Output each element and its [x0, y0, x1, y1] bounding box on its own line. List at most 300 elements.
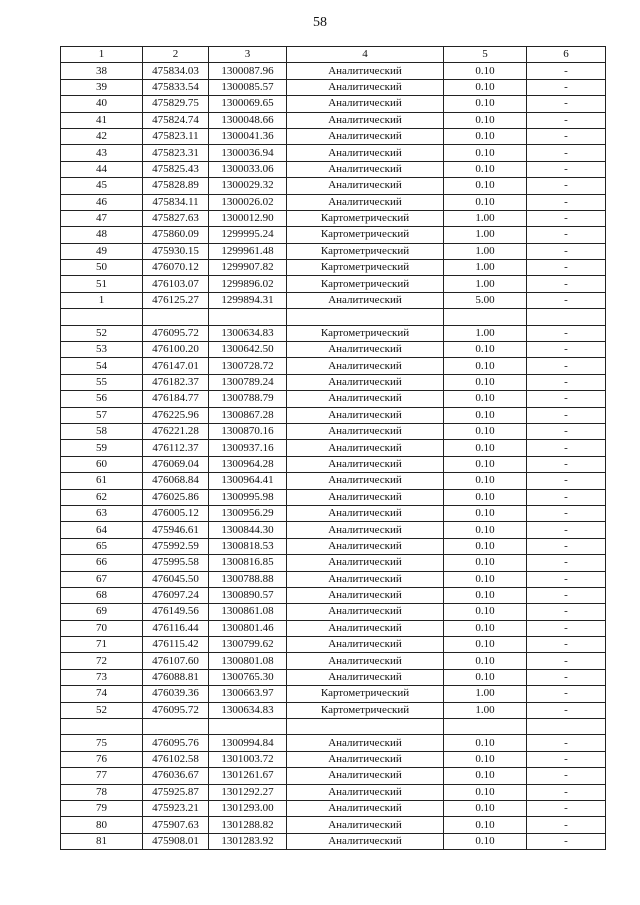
table-cell: 1.00: [444, 686, 527, 702]
table-cell: 475827.63: [143, 210, 209, 226]
table-row: [61, 325, 606, 341]
table-cell: -: [527, 735, 606, 751]
table-cell: 0.10: [444, 342, 527, 358]
table-cell: 475992.59: [143, 538, 209, 554]
table-cell: 38: [61, 63, 143, 79]
table-cell: [209, 309, 287, 325]
table-cell: 0.10: [444, 489, 527, 505]
coordinates-table: [60, 46, 606, 850]
table-cell: -: [527, 555, 606, 571]
table-row: [61, 768, 606, 784]
table-row: [61, 161, 606, 177]
table-cell: 61: [61, 473, 143, 489]
table-cell: 1.00: [444, 276, 527, 292]
table-cell: 50: [61, 260, 143, 276]
table-row: [61, 63, 606, 79]
table-cell: 476103.07: [143, 276, 209, 292]
table-cell: 5.00: [444, 292, 527, 308]
table-cell: Аналитический: [287, 587, 444, 603]
table-cell: 0.10: [444, 833, 527, 849]
table-cell: 75: [61, 735, 143, 751]
table-cell: 0.10: [444, 505, 527, 521]
table-cell: 1300788.88: [209, 571, 287, 587]
table-cell: 56: [61, 391, 143, 407]
table-cell: [527, 309, 606, 325]
table-cell: 1300788.79: [209, 391, 287, 407]
table-cell: 65: [61, 538, 143, 554]
table-cell: 0.10: [444, 112, 527, 128]
table-cell: Аналитический: [287, 391, 444, 407]
table-row: [61, 538, 606, 554]
table-cell: 0.10: [444, 800, 527, 816]
table-cell: 1300033.06: [209, 161, 287, 177]
table-cell: 73: [61, 669, 143, 685]
table-cell: 0.10: [444, 751, 527, 767]
table-cell: Аналитический: [287, 653, 444, 669]
table-cell: 475860.09: [143, 227, 209, 243]
table-cell: 1301261.67: [209, 768, 287, 784]
table-cell: 1299961.48: [209, 243, 287, 259]
table-cell: 476005.12: [143, 505, 209, 521]
table-cell: -: [527, 456, 606, 472]
table-cell: 475930.15: [143, 243, 209, 259]
table-cell: -: [527, 800, 606, 816]
table-cell: 1300029.32: [209, 178, 287, 194]
table-cell: 1299896.02: [209, 276, 287, 292]
table-cell: 1.00: [444, 325, 527, 341]
table-cell: 66: [61, 555, 143, 571]
table-cell: 476039.36: [143, 686, 209, 702]
table-cell: -: [527, 178, 606, 194]
table-cell: -: [527, 817, 606, 833]
table-row: [61, 79, 606, 95]
table-cell: Аналитический: [287, 473, 444, 489]
table-cell: 0.10: [444, 735, 527, 751]
table-cell: 1300012.90: [209, 210, 287, 226]
table-cell: -: [527, 604, 606, 620]
table-row: [61, 292, 606, 308]
table-cell: 72: [61, 653, 143, 669]
table-cell: -: [527, 194, 606, 210]
table-cell: 1300995.98: [209, 489, 287, 505]
table-cell: 0.10: [444, 79, 527, 95]
table-row: [61, 407, 606, 423]
table-cell: -: [527, 669, 606, 685]
table-cell: -: [527, 276, 606, 292]
table-row: [61, 702, 606, 718]
table-row: [61, 620, 606, 636]
table-cell: 0.10: [444, 555, 527, 571]
table-cell: Аналитический: [287, 342, 444, 358]
table-cell: 476095.72: [143, 325, 209, 341]
table-row: [61, 817, 606, 833]
table-cell: 0.10: [444, 96, 527, 112]
table-cell: 0.10: [444, 768, 527, 784]
table-cell: -: [527, 161, 606, 177]
table-cell: 1300765.30: [209, 669, 287, 685]
table-cell: Картометрический: [287, 243, 444, 259]
table-cell: 475907.63: [143, 817, 209, 833]
table-cell: 1301283.92: [209, 833, 287, 849]
table-cell: -: [527, 768, 606, 784]
table-cell: 1301292.27: [209, 784, 287, 800]
table-row: [61, 260, 606, 276]
table-cell: [287, 309, 444, 325]
table-cell: Аналитический: [287, 374, 444, 390]
table-cell: 57: [61, 407, 143, 423]
table-cell: -: [527, 227, 606, 243]
table-body: [61, 47, 606, 850]
table-cell: Аналитический: [287, 358, 444, 374]
table-row: [61, 784, 606, 800]
table-cell: 1300069.65: [209, 96, 287, 112]
table-cell: 476070.12: [143, 260, 209, 276]
table-cell: -: [527, 440, 606, 456]
column-header: 6: [527, 47, 606, 63]
table-cell: 0.10: [444, 145, 527, 161]
table-cell: 0.10: [444, 538, 527, 554]
table-cell: -: [527, 243, 606, 259]
table-cell: -: [527, 374, 606, 390]
table-cell: 476102.58: [143, 751, 209, 767]
table-cell: -: [527, 473, 606, 489]
table-cell: Аналитический: [287, 178, 444, 194]
table-cell: 475833.54: [143, 79, 209, 95]
table-cell: -: [527, 391, 606, 407]
table-cell: Аналитический: [287, 63, 444, 79]
table-cell: 0.10: [444, 653, 527, 669]
table-cell: Картометрический: [287, 227, 444, 243]
table-cell: -: [527, 571, 606, 587]
table-cell: 1299995.24: [209, 227, 287, 243]
table-cell: Аналитический: [287, 669, 444, 685]
table-cell: 475925.87: [143, 784, 209, 800]
table-cell: 1.00: [444, 227, 527, 243]
table-cell: [143, 309, 209, 325]
table-cell: 51: [61, 276, 143, 292]
table-row: [61, 374, 606, 390]
table-cell: 1300663.97: [209, 686, 287, 702]
table-cell: Аналитический: [287, 128, 444, 144]
table-cell: -: [527, 292, 606, 308]
table-cell: -: [527, 489, 606, 505]
table-cell: 1: [61, 292, 143, 308]
table-row: [61, 473, 606, 489]
table-cell: 44: [61, 161, 143, 177]
table-row: [61, 555, 606, 571]
table-cell: 1300789.24: [209, 374, 287, 390]
table-cell: Картометрический: [287, 210, 444, 226]
table-cell: Аналитический: [287, 407, 444, 423]
table-cell: Аналитический: [287, 112, 444, 128]
table-cell: -: [527, 128, 606, 144]
table-cell: Картометрический: [287, 260, 444, 276]
table-cell: 1300642.50: [209, 342, 287, 358]
table-cell: -: [527, 637, 606, 653]
table-row: [61, 309, 606, 325]
table-cell: Аналитический: [287, 784, 444, 800]
table-row: [61, 227, 606, 243]
table-cell: [209, 719, 287, 735]
table-cell: 63: [61, 505, 143, 521]
table-cell: 1300634.83: [209, 325, 287, 341]
table-cell: 476221.28: [143, 423, 209, 439]
table-row: [61, 178, 606, 194]
table-cell: 475824.74: [143, 112, 209, 128]
table-cell: -: [527, 423, 606, 439]
table-cell: -: [527, 210, 606, 226]
table-cell: 476182.37: [143, 374, 209, 390]
page-number: 58: [313, 15, 327, 30]
table-cell: -: [527, 587, 606, 603]
table-row: [61, 210, 606, 226]
table-row: [61, 751, 606, 767]
table-cell: 1300036.94: [209, 145, 287, 161]
table-cell: 476100.20: [143, 342, 209, 358]
table-cell: 1300816.85: [209, 555, 287, 571]
table-cell: 1300964.28: [209, 456, 287, 472]
table-cell: [444, 719, 527, 735]
table-cell: -: [527, 407, 606, 423]
table-cell: 1300994.84: [209, 735, 287, 751]
table-cell: 45: [61, 178, 143, 194]
table-row: [61, 489, 606, 505]
table-cell: Аналитический: [287, 571, 444, 587]
table-cell: 62: [61, 489, 143, 505]
table-cell: 1300085.57: [209, 79, 287, 95]
table-cell: 69: [61, 604, 143, 620]
table-cell: 1300728.72: [209, 358, 287, 374]
table-cell: 476225.96: [143, 407, 209, 423]
table-cell: 1301293.00: [209, 800, 287, 816]
table-cell: 1300937.16: [209, 440, 287, 456]
table-row: [61, 128, 606, 144]
table-row: [61, 243, 606, 259]
table-cell: 0.10: [444, 374, 527, 390]
table-cell: 1300041.36: [209, 128, 287, 144]
table-cell: 0.10: [444, 423, 527, 439]
table-cell: 47: [61, 210, 143, 226]
table-cell: 48: [61, 227, 143, 243]
table-cell: 1300801.08: [209, 653, 287, 669]
table-cell: Аналитический: [287, 522, 444, 538]
table-row: [61, 358, 606, 374]
table-cell: 476036.67: [143, 768, 209, 784]
table-cell: Аналитический: [287, 620, 444, 636]
table-row: [61, 145, 606, 161]
table-cell: 49: [61, 243, 143, 259]
table-row: [61, 342, 606, 358]
table-row: [61, 456, 606, 472]
table-row: [61, 669, 606, 685]
table-cell: -: [527, 96, 606, 112]
table-cell: 1.00: [444, 243, 527, 259]
table-cell: 1300087.96: [209, 63, 287, 79]
table-cell: 476095.72: [143, 702, 209, 718]
table-cell: [527, 719, 606, 735]
table-cell: Аналитический: [287, 292, 444, 308]
table-row: [61, 391, 606, 407]
table-cell: Аналитический: [287, 145, 444, 161]
table-cell: 0.10: [444, 784, 527, 800]
table-cell: Аналитический: [287, 637, 444, 653]
table-cell: 475834.03: [143, 63, 209, 79]
table-cell: Аналитический: [287, 194, 444, 210]
table-cell: 41: [61, 112, 143, 128]
table-cell: Аналитический: [287, 817, 444, 833]
table-row: [61, 112, 606, 128]
table-cell: 74: [61, 686, 143, 702]
table-cell: -: [527, 833, 606, 849]
table-cell: 43: [61, 145, 143, 161]
table-cell: 0.10: [444, 63, 527, 79]
table-row: [61, 423, 606, 439]
table-cell: Аналитический: [287, 833, 444, 849]
table-cell: 0.10: [444, 637, 527, 653]
column-header: 4: [287, 47, 444, 63]
table-cell: 475829.75: [143, 96, 209, 112]
table-cell: -: [527, 751, 606, 767]
table-cell: -: [527, 522, 606, 538]
table-cell: 476045.50: [143, 571, 209, 587]
table-cell: 476116.44: [143, 620, 209, 636]
table-cell: 40: [61, 96, 143, 112]
table-cell: 53: [61, 342, 143, 358]
table-cell: 0.10: [444, 817, 527, 833]
table-row: [61, 686, 606, 702]
table-cell: 1300818.53: [209, 538, 287, 554]
table-cell: 1.00: [444, 260, 527, 276]
table-cell: -: [527, 620, 606, 636]
table-cell: 476125.27: [143, 292, 209, 308]
table-cell: -: [527, 358, 606, 374]
table-cell: 0.10: [444, 161, 527, 177]
table-row: [61, 505, 606, 521]
table-cell: [444, 309, 527, 325]
table-cell: 476097.24: [143, 587, 209, 603]
table-cell: Картометрический: [287, 702, 444, 718]
table-cell: [61, 309, 143, 325]
table-cell: 79: [61, 800, 143, 816]
table-cell: Аналитический: [287, 538, 444, 554]
table-cell: 1300956.29: [209, 505, 287, 521]
table-row: [61, 653, 606, 669]
column-header: 2: [143, 47, 209, 63]
table-cell: 59: [61, 440, 143, 456]
table-cell: 64: [61, 522, 143, 538]
table-cell: 52: [61, 325, 143, 341]
table-cell: 68: [61, 587, 143, 603]
table-cell: 0.10: [444, 440, 527, 456]
table-cell: Аналитический: [287, 555, 444, 571]
table-cell: -: [527, 260, 606, 276]
table-cell: -: [527, 505, 606, 521]
table-cell: 475828.89: [143, 178, 209, 194]
table-cell: 1.00: [444, 210, 527, 226]
table-cell: -: [527, 702, 606, 718]
table-cell: -: [527, 686, 606, 702]
table-cell: Аналитический: [287, 161, 444, 177]
table-cell: [287, 719, 444, 735]
table-cell: Картометрический: [287, 686, 444, 702]
table-cell: 1300870.16: [209, 423, 287, 439]
table-cell: -: [527, 538, 606, 554]
table-cell: 0.10: [444, 358, 527, 374]
table-row: [61, 440, 606, 456]
table-cell: 67: [61, 571, 143, 587]
table-cell: 1300026.02: [209, 194, 287, 210]
table-cell: 1299907.82: [209, 260, 287, 276]
table-cell: -: [527, 145, 606, 161]
table-cell: 0.10: [444, 571, 527, 587]
table-cell: 55: [61, 374, 143, 390]
table-cell: -: [527, 342, 606, 358]
table-row: [61, 96, 606, 112]
table-cell: Картометрический: [287, 276, 444, 292]
table-cell: 0.10: [444, 522, 527, 538]
table-row: [61, 194, 606, 210]
table-cell: Аналитический: [287, 440, 444, 456]
table-cell: 81: [61, 833, 143, 849]
table-cell: 0.10: [444, 620, 527, 636]
table-cell: 1301288.82: [209, 817, 287, 833]
table-cell: 475823.31: [143, 145, 209, 161]
table-cell: Аналитический: [287, 96, 444, 112]
table-cell: 475908.01: [143, 833, 209, 849]
table-cell: Аналитический: [287, 751, 444, 767]
table-cell: [143, 719, 209, 735]
table-row: [61, 719, 606, 735]
table-cell: Аналитический: [287, 604, 444, 620]
table-cell: 476025.86: [143, 489, 209, 505]
table-cell: 54: [61, 358, 143, 374]
table-cell: -: [527, 112, 606, 128]
table-cell: Аналитический: [287, 505, 444, 521]
table-cell: 476149.56: [143, 604, 209, 620]
table-row: [61, 276, 606, 292]
table-cell: 46: [61, 194, 143, 210]
table-cell: 0.10: [444, 391, 527, 407]
table-cell: Аналитический: [287, 735, 444, 751]
table-cell: 1301003.72: [209, 751, 287, 767]
table-cell: 60: [61, 456, 143, 472]
table-cell: 1300890.57: [209, 587, 287, 603]
table-cell: 58: [61, 423, 143, 439]
table-cell: -: [527, 784, 606, 800]
table-cell: 476147.01: [143, 358, 209, 374]
table-cell: 1300867.28: [209, 407, 287, 423]
table-cell: -: [527, 325, 606, 341]
table-cell: 42: [61, 128, 143, 144]
table-cell: 1300861.08: [209, 604, 287, 620]
table-cell: 475825.43: [143, 161, 209, 177]
table-cell: 0.10: [444, 604, 527, 620]
table-row: [61, 833, 606, 849]
table-cell: 475923.21: [143, 800, 209, 816]
table-cell: 0.10: [444, 128, 527, 144]
table-cell: Аналитический: [287, 456, 444, 472]
table-cell: 76: [61, 751, 143, 767]
table-cell: 71: [61, 637, 143, 653]
table-cell: 1299894.31: [209, 292, 287, 308]
table-cell: 1300844.30: [209, 522, 287, 538]
table-header-row: [61, 47, 606, 63]
table-cell: 476107.60: [143, 653, 209, 669]
table-cell: -: [527, 63, 606, 79]
table-cell: 1300964.41: [209, 473, 287, 489]
table-cell: 1300634.83: [209, 702, 287, 718]
table-cell: 0.10: [444, 194, 527, 210]
